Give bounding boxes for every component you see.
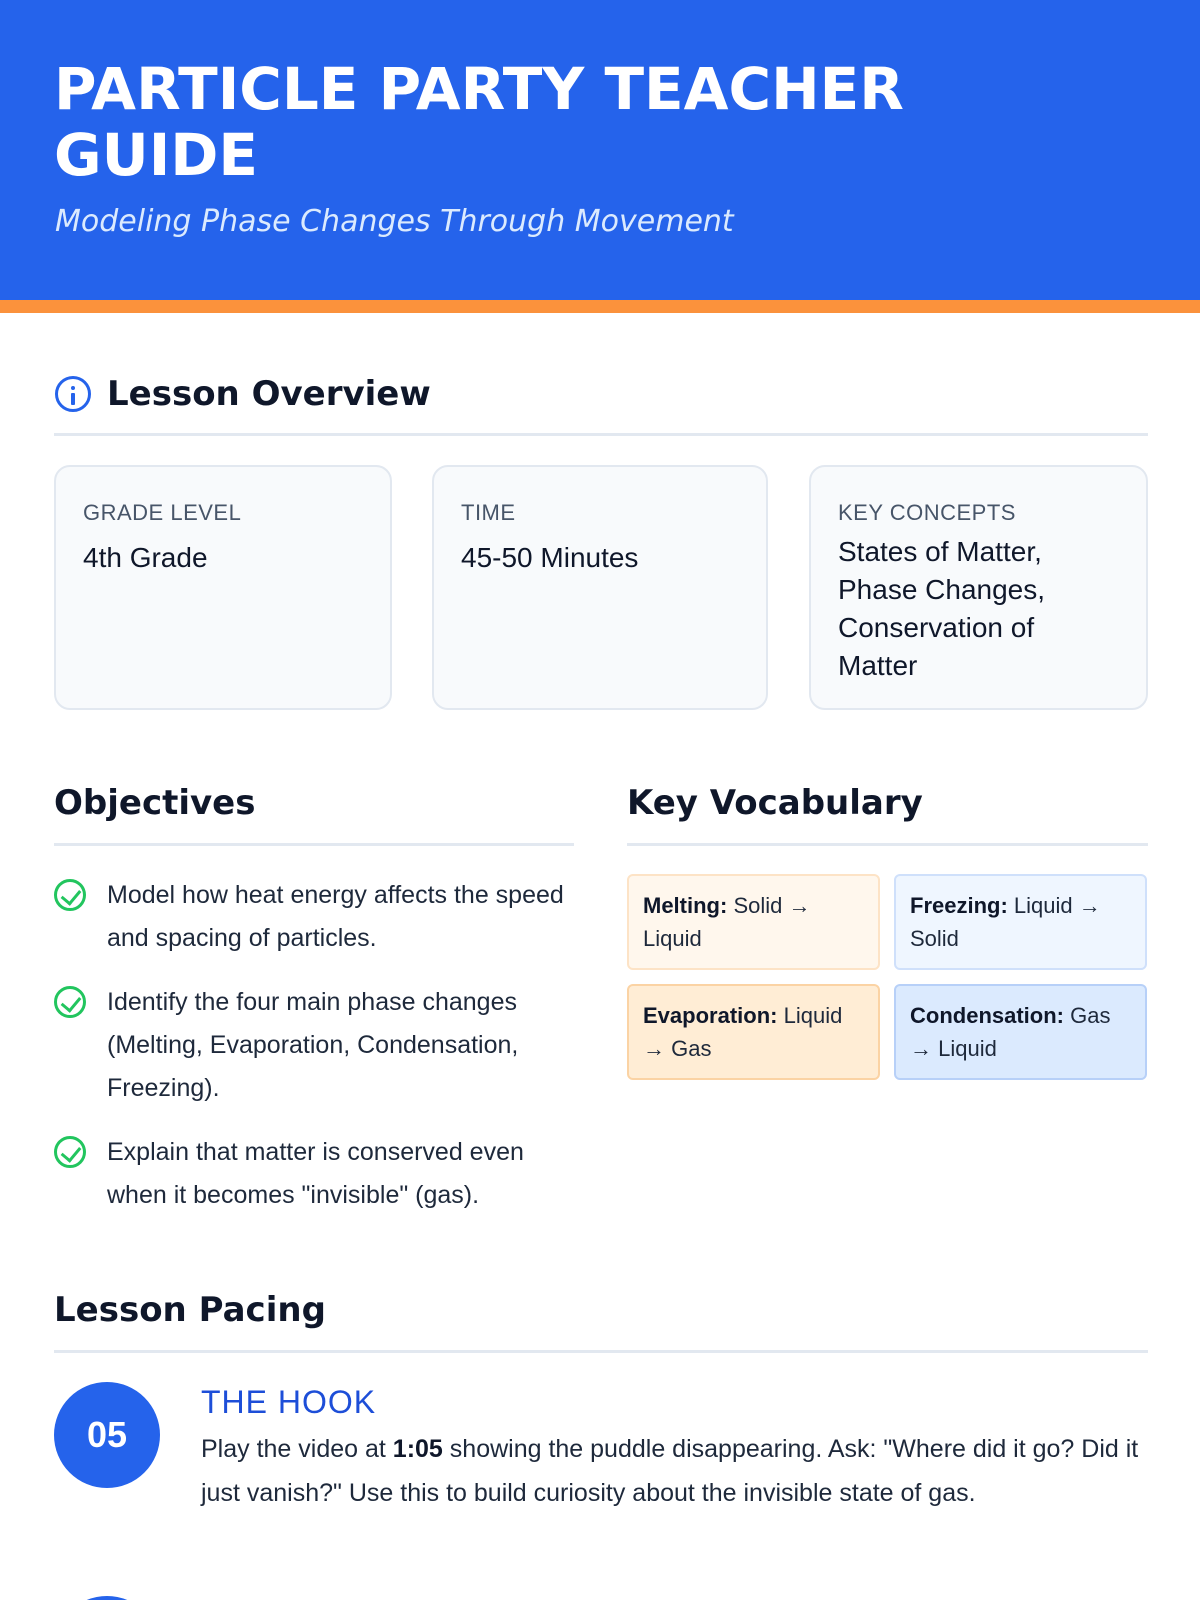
pacing-divider — [54, 1350, 1148, 1353]
objective-text: Identify the four main phase changes (Melting, Evaporation, Condensation, Freezing). — [107, 988, 519, 1102]
vocabulary-divider — [627, 843, 1148, 846]
video-timestamp: 1:05 — [392, 1435, 443, 1463]
card-label: TIME — [461, 500, 516, 525]
vocab-card-melting — [627, 874, 880, 970]
objectives-divider — [54, 843, 574, 846]
pacing-body-text: showing the puddle disappearing. Ask: "Where did it go? Did it just vanish?" Use this to build curiosity about the invisible state of gas. — [201, 1435, 1139, 1507]
vocab-definition: Gas → Liquid — [910, 1003, 1111, 1061]
card-label: KEY CONCEPTS — [838, 500, 1016, 525]
info-icon — [55, 376, 91, 412]
vocab-term: Melting: — [643, 893, 728, 918]
page-subtitle: Modeling Phase Changes Through Movement — [55, 204, 734, 239]
objective-text: Explain that matter is conserved even when it becomes "invisible" (gas). — [107, 1138, 524, 1209]
overview-divider — [54, 433, 1148, 436]
overview-card-time — [432, 465, 768, 710]
page-title: PARTICLE PARTY TEACHER GUIDE — [54, 55, 904, 189]
objectives-title: Objectives — [54, 783, 256, 823]
check-circle-icon — [54, 879, 86, 911]
pacing-title: Lesson Pacing — [54, 1290, 326, 1330]
vocab-term: Freezing: — [910, 893, 1008, 918]
card-label: GRADE LEVEL — [83, 500, 242, 525]
vocab-definition: Solid → Liquid — [643, 893, 811, 951]
overview-card-concepts — [809, 465, 1148, 710]
pacing-step-body — [201, 1427, 1161, 1515]
vocab-term: Condensation: — [910, 1003, 1064, 1028]
vocab-card-freezing — [894, 874, 1147, 970]
pacing-step-circle-next — [54, 1596, 160, 1600]
vocab-card-evaporation — [627, 984, 880, 1080]
objective-text: Model how heat energy affects the speed and spacing of particles. — [107, 881, 564, 952]
overview-card-grade — [54, 465, 392, 710]
pacing-body-text: Play the video at — [201, 1435, 393, 1463]
vocab-term: Evaporation: — [643, 1003, 778, 1028]
pacing-step-minutes: 05 — [54, 1382, 160, 1488]
check-circle-icon — [54, 1136, 86, 1168]
overview-title: Lesson Overview — [107, 374, 431, 414]
header-accent-stripe — [0, 300, 1200, 313]
card-value: States of Matter, Phase Changes, Conservation of Matter — [838, 536, 1046, 681]
vocab-card-condensation — [894, 984, 1147, 1080]
vocabulary-title: Key Vocabulary — [627, 783, 923, 823]
card-value: 4th Grade — [83, 542, 208, 573]
check-circle-icon — [54, 986, 86, 1018]
pacing-step-title: THE HOOK — [201, 1384, 377, 1420]
vocab-definition: Liquid → Gas — [643, 1003, 843, 1061]
card-value: 45-50 Minutes — [461, 542, 639, 573]
vocab-definition: Liquid → Solid — [910, 893, 1101, 951]
